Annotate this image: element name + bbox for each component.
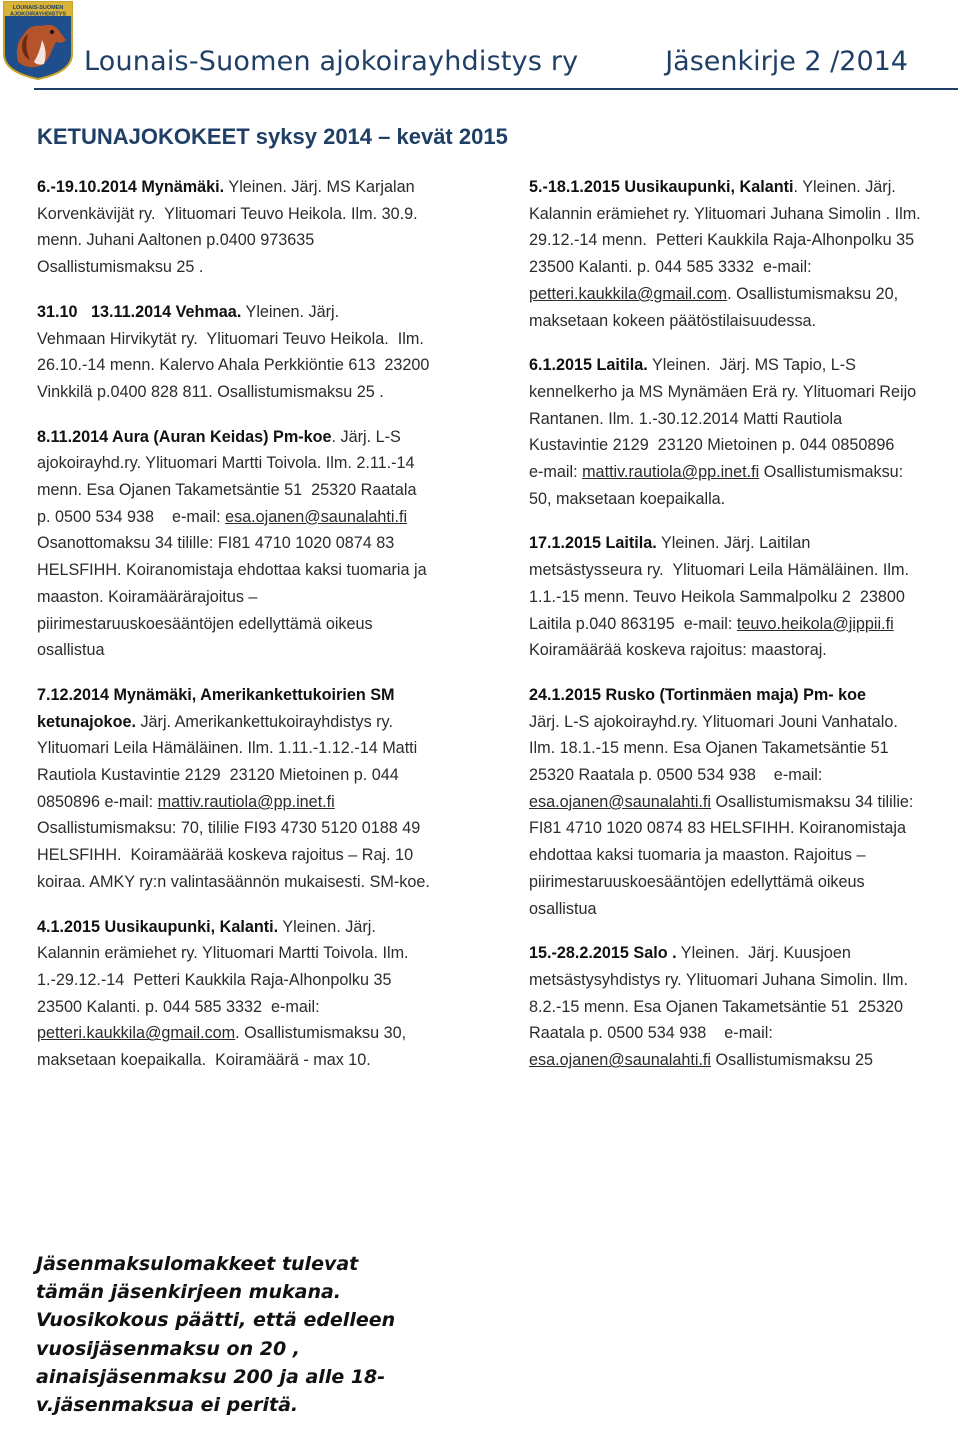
entry-text: Osallistumismaksu: 70, tililie FI93 4730 5120 0188 49: [37, 819, 421, 838]
entry-text: . Osallistumismaksu 20,: [727, 284, 899, 303]
entry-text: Osallistumismaksu 25: [711, 1051, 873, 1070]
event-heading: 6.1.2015 Laitila.: [529, 356, 648, 375]
entry-text: p. 0500 534 938 e-mail:: [37, 507, 226, 526]
entry-spacer: [37, 896, 482, 914]
entry-text: osallistua: [37, 641, 105, 660]
entry-text: 25320 Raatala p. 0500 534 938 e-mail:: [529, 766, 823, 785]
entry-line: [529, 967, 954, 994]
entry-text: Järj. Amerikankettukoirayhdistys ry.: [135, 712, 393, 731]
entry-line: [529, 762, 954, 789]
event-heading: ketunajokoe.: [37, 712, 136, 731]
email-link[interactable]: teuvo.heikola@jippii.fi: [736, 614, 894, 633]
entry-text: Kalannin erämiehet ry. Ylituomari Martti Toivola. Ilm.: [37, 944, 409, 963]
entry-text: metsästysseura ry. Ylituomari Leila Hämäläinen. Ilm.: [529, 561, 909, 580]
event-heading: 31.10 13.11.2014 Vehmaa.: [37, 302, 242, 321]
note-line: v.jäsenmaksua ei peritä.: [36, 1394, 299, 1417]
entry-line: [37, 1047, 482, 1074]
page-title: KETUNAJOKOKEET syksy 2014 – kevät 2015: [37, 124, 508, 149]
entry-line: [37, 584, 482, 611]
entry-line: [529, 842, 954, 869]
entry-line: [37, 940, 482, 967]
entry-text: Yleinen. Järj. Kuusjoen: [676, 944, 851, 963]
entry-line: [37, 424, 482, 451]
email-link[interactable]: esa.ojanen@saunalahti.fi: [225, 507, 408, 526]
note-line: Vuosikokous päätti, että edelleen: [36, 1309, 396, 1332]
entry-line: [37, 174, 482, 201]
entry-text: metsästysyhdistys ry. Ylituomari Juhana Simolin. Ilm.: [529, 970, 909, 989]
entry-line: [529, 254, 954, 281]
entry-text: kennelkerho ja MS Mynämäen Erä ry. Ylituomari Reijo: [529, 382, 917, 401]
entry-line: [529, 709, 954, 736]
event-entry: [37, 174, 482, 281]
entry-line: [529, 308, 954, 335]
entry-line: [529, 406, 954, 433]
entry-line: [529, 174, 954, 201]
entry-line: [529, 789, 954, 816]
event-heading: 4.1.2015 Uusikaupunki, Kalanti.: [37, 917, 279, 936]
organization-name: Lounais-Suomen ajokoirayhdistys ry: [84, 46, 579, 77]
entry-line: [37, 842, 482, 869]
entry-text: . Järj. L-S: [331, 427, 401, 446]
entry-text: 1.-29.12.-14 Petteri Kaukkila Raja-Alhonpolku 35: [37, 970, 392, 989]
entry-text: 1.1.-15 menn. Teuvo Heikola Sammalpolku 2 23800: [529, 587, 905, 606]
entry-line: [529, 281, 954, 308]
email-link[interactable]: petteri.kaukkila@gmail.com: [529, 284, 728, 303]
entry-line: [529, 379, 954, 406]
entry-text: 23500 Kalanti. p. 044 585 3332 e-mail:: [529, 258, 812, 277]
right-column: [529, 174, 954, 1074]
entry-text: Vinkkilä p.0400 828 811. Osallistumismaksu 25 .: [37, 382, 384, 401]
entry-text: ajokoirayhd.ry. Ylituomari Martti Toivola. Ilm. 2.11.-14: [37, 454, 415, 473]
entry-line: [529, 557, 954, 584]
entry-line: [37, 1020, 482, 1047]
entry-text: HELSFIHH. Koiramäärää koskeva rajoitus – Raj. 10: [37, 846, 414, 865]
association-logo: [0, 0, 76, 80]
event-entry: [37, 914, 482, 1074]
entry-line: [37, 557, 482, 584]
entry-line: [529, 896, 954, 923]
entry-line: [37, 254, 482, 281]
event-heading: 15.-28.2.2015 Salo .: [529, 944, 677, 963]
entry-text: 23500 Kalanti. p. 044 585 3332 e-mail:: [37, 997, 320, 1016]
entry-text: FI81 4710 1020 0874 83 HELSFIHH. Koiranomistaja: [529, 819, 907, 838]
entry-line: [37, 735, 482, 762]
event-entry: [529, 530, 954, 664]
entry-text: Raatala p. 0500 534 938 e-mail:: [529, 1024, 773, 1043]
entry-line: [529, 227, 954, 254]
entry-text: Kustavintie 2129 23120 Mietoinen p. 044 0850896: [529, 436, 895, 455]
entry-line: [529, 994, 954, 1021]
entry-text: Vehmaan Hirvikytät ry. Ylituomari Teuvo Heikola. Ilm.: [37, 329, 424, 348]
entry-line: [37, 504, 482, 531]
entry-text: 0850896 e-mail:: [37, 792, 158, 811]
entry-line: [37, 815, 482, 842]
note-line: ainaisjäsenmaksu 200 ja alle 18-: [36, 1365, 386, 1388]
entry-text: . Yleinen. Järj.: [793, 178, 896, 196]
entry-line: [529, 1047, 954, 1074]
event-entry: [529, 682, 954, 922]
event-entry: [37, 424, 482, 664]
entry-line: [529, 682, 954, 709]
entry-text: menn. Esa Ojanen Takametsäntie 51 25320 Raatala: [37, 481, 417, 500]
entry-line: [529, 611, 954, 638]
membership-fee-note: [36, 1250, 496, 1419]
entry-text: Osanottomaksu 34 tilille: FI81 4710 1020 0874 83: [37, 534, 395, 553]
event-entry: [37, 682, 482, 896]
entry-line: [529, 940, 954, 967]
entry-text: Osallistumismaksu 34 tililie:: [711, 792, 914, 811]
entry-line: [37, 762, 482, 789]
event-heading: 7.12.2014 Mynämäki, Amerikankettukoirien SM: [37, 685, 395, 704]
email-link[interactable]: petteri.kaukkila@gmail.com: [37, 1024, 236, 1043]
entry-line: [37, 869, 482, 896]
entry-text: Kalannin erämiehet ry. Ylituomari Juhana Simolin . Ilm.: [529, 204, 921, 223]
entry-text: Yleinen. Järj. Laitilan: [656, 534, 811, 553]
page-header: [0, 0, 960, 96]
event-entry: [529, 174, 954, 334]
event-heading: 5.-18.1.2015 Uusikaupunki, Kalanti: [529, 178, 794, 196]
entry-line: [37, 299, 482, 326]
event-heading: 8.11.2014 Aura (Auran Keidas) Pm-koe: [37, 427, 332, 446]
entry-text: 8.2.-15 menn. Esa Ojanen Takametsäntie 51 25320: [529, 997, 904, 1016]
svg-text:LOUNAIS-SUOMEN: LOUNAIS-SUOMEN: [12, 5, 64, 11]
event-heading: 24.1.2015 Rusko (Tortinmäen maja) Pm- koe: [529, 685, 867, 704]
entry-text: 29.12.-14 menn. Petteri Kaukkila Raja-Alhonpolku 35: [529, 231, 915, 250]
event-heading: 6.-19.10.2014 Mynämäki.: [37, 178, 225, 196]
event-heading: 17.1.2015 Laitila.: [529, 534, 657, 553]
entry-text: 50, maksetaan koepaikalla.: [529, 489, 726, 508]
entry-line: [529, 459, 954, 486]
email-link[interactable]: mattiv.rautiola@pp.inet.fi: [582, 463, 760, 482]
entry-spacer: [37, 664, 482, 682]
svg-text:AJOKOIRAYHDISTYS: AJOKOIRAYHDISTYS: [9, 11, 67, 18]
entry-text: Yleinen. Järj.: [278, 917, 376, 936]
entry-text: Rautiola Kustavintie 2129 23120 Mietoinen p. 044: [37, 766, 399, 785]
entry-text: Osallistumismaksu:: [759, 463, 904, 482]
entry-text: menn. Juhani Aaltonen p.0400 973635: [37, 231, 315, 250]
entry-line: [37, 227, 482, 254]
email-link[interactable]: esa.ojanen@saunalahti.fi: [529, 792, 712, 811]
entry-line: [529, 815, 954, 842]
entry-text: HELSFIHH. Koiranomistaja ehdottaa kaksi tuomaria ja: [37, 561, 427, 580]
entry-line: [37, 530, 482, 557]
entry-text: maksetaan koepaikalla. Koiramäärä - max 10.: [37, 1051, 371, 1070]
entry-spacer: [529, 512, 954, 530]
newsletter-issue: Jäsenkirje 2 /2014: [665, 46, 908, 77]
entry-spacer: [529, 334, 954, 352]
entry-line: [37, 682, 482, 709]
entry-line: [529, 530, 954, 557]
entry-spacer: [529, 664, 954, 682]
entry-line: [529, 486, 954, 513]
entry-text: osallistua: [529, 899, 597, 918]
entry-line: [529, 637, 954, 664]
entry-text: Osallistumismaksu 25 .: [37, 258, 204, 277]
entry-line: [529, 869, 954, 896]
entry-line: [529, 735, 954, 762]
entry-text: Koiramäärää koskeva rajoitus: maastoraj.: [529, 641, 827, 660]
note-line: Jäsenmaksulomakkeet tulevat: [36, 1253, 359, 1275]
entry-line: [37, 789, 482, 816]
entry-line: [37, 637, 482, 664]
entry-text: . Osallistumismaksu 30,: [235, 1024, 407, 1043]
entry-line: [37, 994, 482, 1021]
entry-line: [37, 201, 482, 228]
entry-text: Ilm. 18.1.-15 menn. Esa Ojanen Takametsäntie 51: [529, 739, 889, 758]
entry-text: piirimestaruuskoesääntöjen edellyttämä oikeus: [529, 872, 865, 891]
email-link[interactable]: mattiv.rautiola@pp.inet.fi: [157, 792, 335, 811]
event-entry: [529, 940, 954, 1074]
entry-line: [529, 432, 954, 459]
entry-line: [37, 326, 482, 353]
entry-text: Laitila p.040 863195 e-mail:: [529, 614, 737, 633]
entry-line: [37, 477, 482, 504]
entry-line: [529, 201, 954, 228]
entry-line: [37, 914, 482, 941]
entry-text: Yleinen. Järj. MS Tapio, L-S: [647, 356, 856, 375]
entry-spacer: [37, 281, 482, 299]
entry-text: Yleinen. Järj.: [241, 302, 340, 321]
entry-line: [37, 709, 482, 736]
entry-text: e-mail:: [529, 463, 583, 482]
entry-text: piirimestaruuskoesääntöjen edellyttämä oikeus: [37, 614, 373, 633]
entry-text: Ylituomari Leila Hämäläinen. Ilm. 1.11.-1.12.-14 Matti: [37, 739, 418, 758]
event-entry: [37, 299, 482, 406]
entry-line: [37, 967, 482, 994]
entry-text: Rantanen. Ilm. 1.-30.12.2014 Matti Rautiola: [529, 409, 843, 428]
entry-line: [37, 352, 482, 379]
note-line: vuosijäsenmaksu on 20 ,: [36, 1337, 301, 1360]
entry-line: [529, 1020, 954, 1047]
note-line: tämän jäsenkirjeen mukana.: [36, 1281, 342, 1304]
entry-text: Korvenkävijät ry. Ylituomari Teuvo Heikola. Ilm. 30.9.: [37, 204, 418, 223]
event-entry: [529, 352, 954, 512]
entry-text: Yleinen. Järj. MS Karjalan: [224, 178, 415, 196]
left-column: [37, 174, 482, 1074]
entry-text: maaston. Koiramäärärajoitus –: [37, 587, 258, 606]
entry-line: [37, 611, 482, 638]
entry-text: ehdottaa kaksi tuomaria ja maaston. Rajoitus –: [529, 846, 866, 865]
entry-spacer: [37, 406, 482, 424]
entry-text: Järj. L-S ajokoirayhd.ry. Ylituomari Jouni Vanhatalo.: [529, 712, 898, 731]
entry-text: 26.10.-14 menn. Kalervo Ahala Perkkiöntie 613 23200: [37, 356, 430, 375]
entry-line: [37, 379, 482, 406]
entry-line: [529, 584, 954, 611]
entry-spacer: [529, 922, 954, 940]
entry-text: koiraa. AMKY ry:n valintasäännön mukaisesti. SM-koe.: [37, 872, 430, 891]
entry-line: [529, 352, 954, 379]
header-divider: [34, 88, 958, 90]
entry-line: [37, 450, 482, 477]
email-link[interactable]: esa.ojanen@saunalahti.fi: [529, 1051, 712, 1070]
entry-text: maksetaan kokeen päätöstilaisuudessa.: [529, 311, 817, 330]
